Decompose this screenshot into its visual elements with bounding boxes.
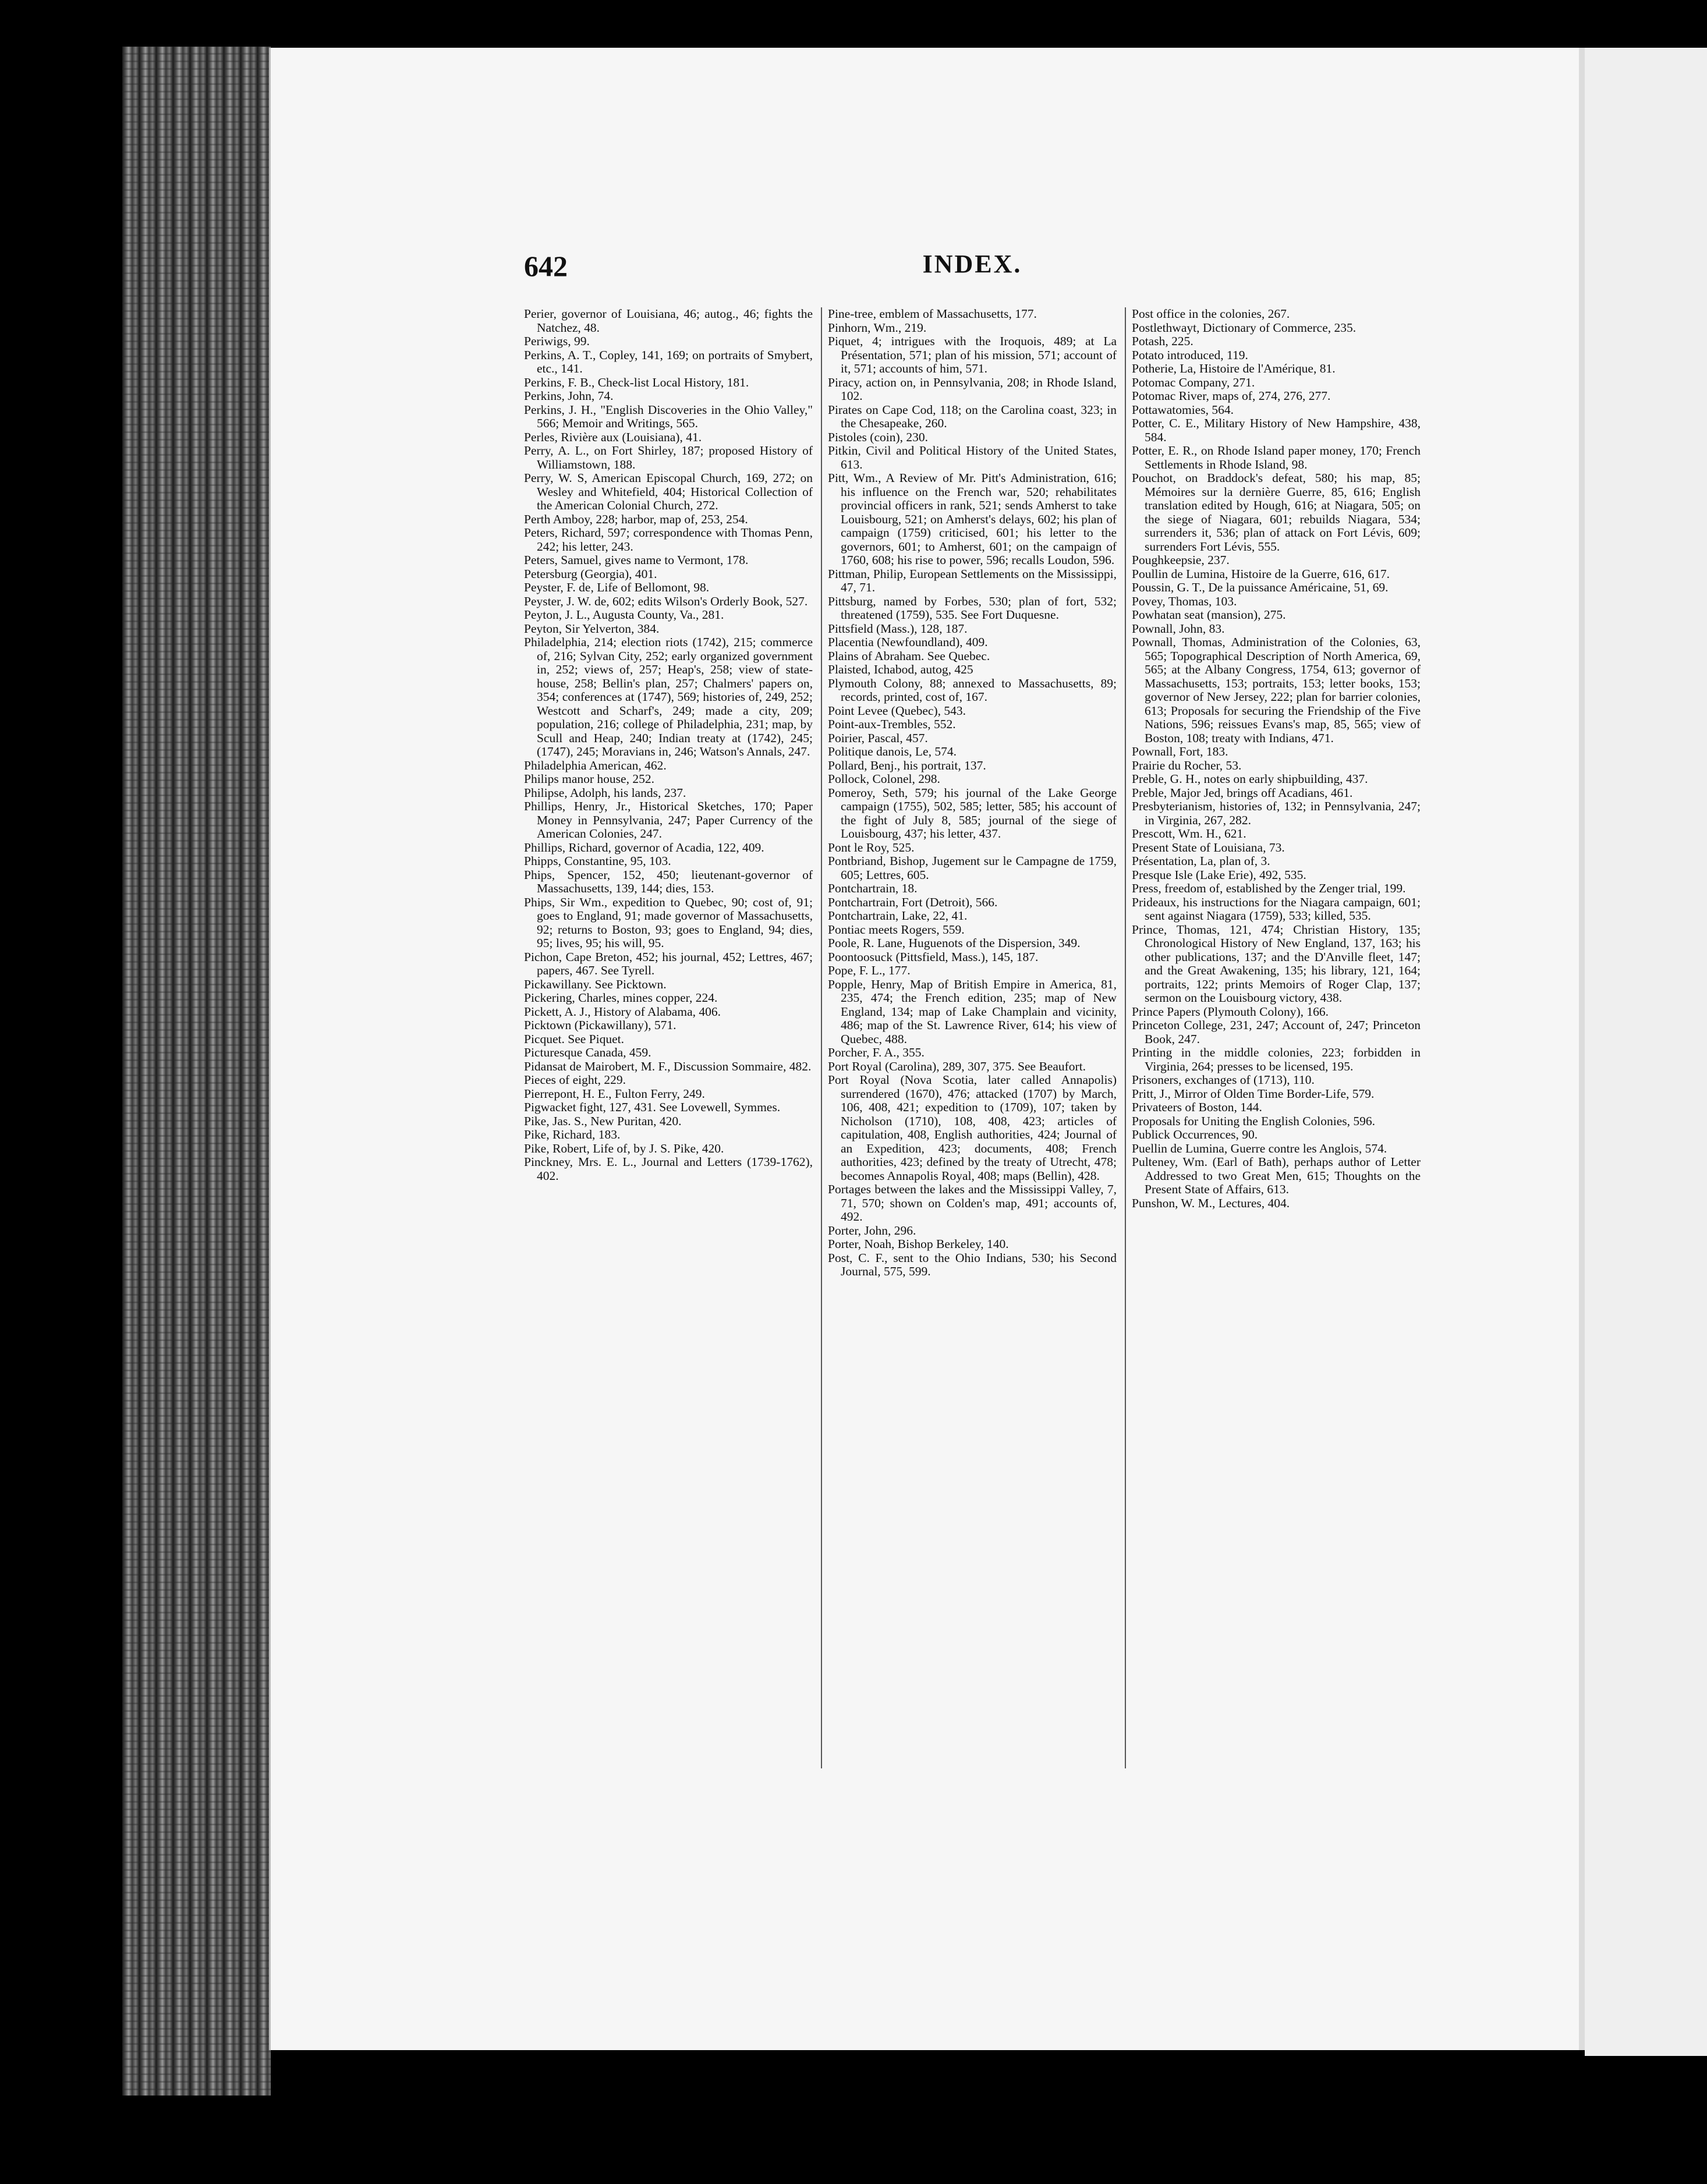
index-entry: Prideaux, his instructions for the Niagara campaign, 601; sent against Niagara (1759), 533; killed, 535. (1132, 895, 1421, 923)
index-entry: Phillips, Richard, governor of Acadia, 122, 409. (524, 840, 764, 855)
index-entry: Pitt, Wm., A Review of Mr. Pitt's Administration, 616; his influence on the French war, 520; rehabilitates provincial officers in rank, 521; sends Amherst to take Louisbourg, 521; on Amherst's delays, 602; his plan of campaign (1759) criticised, 601; his letter to the governors, 601; to Amherst, 601; on the campaign of 1760, 608; his rise to power, 596; recalls Loudon, 596. (828, 471, 1117, 567)
index-entry: Publick Occurrences, 90. (1132, 1128, 1258, 1141)
index-column-2 (821, 307, 1117, 1768)
index-entry: Picquet. See Piquet. (524, 1031, 624, 1046)
index-entry: Powhatan seat (mansion), 275. (1132, 608, 1286, 622)
index-column-1 (524, 307, 813, 1768)
index-entry: Poole, R. Lane, Huguenots of the Dispersion, 349. (828, 936, 1081, 950)
index-entry: Potter, C. E., Military History of New Hampshire, 438, 584. (1132, 416, 1421, 444)
index-entry: Perkins, John, 74. (524, 389, 614, 403)
index-entry: Pritt, J., Mirror of Olden Time Border-Life, 579. (1132, 1086, 1375, 1101)
index-entry: Pike, Robert, Life of, by J. S. Pike, 420. (524, 1141, 724, 1155)
index-entry: Perier, governor of Louisiana, 46; autog., 46; fights the Natchez, 48. (524, 307, 813, 335)
index-entry: Perkins, A. T., Copley, 141, 169; on portraits of Smybert, etc., 141. (524, 348, 813, 375)
index-entry: Potomac River, maps of, 274, 276, 277. (1132, 389, 1331, 403)
index-entry: Post, C. F., sent to the Ohio Indians, 530; his Second Journal, 575, 599. (828, 1250, 1117, 1278)
index-entry: Porcher, F. A., 355. (828, 1045, 925, 1059)
index-entry: Phips, Sir Wm., expedition to Quebec, 90; cost of, 91; goes to England, 91; made governor of Massachusetts, 92; returns to Boston, 93; goes to England, 94; dies, 95; lives, 95; his will, 95. (524, 895, 813, 950)
index-entry: Peyster, J. W. de, 602; edits Wilson's Orderly Book, 527. (524, 594, 808, 608)
index-entry: Periwigs, 99. (524, 334, 590, 348)
index-entry: Prescott, Wm. H., 621. (1132, 827, 1246, 841)
index-entry: Pinhorn, Wm., 219. (828, 320, 927, 335)
index-entry: Pontiac meets Rogers, 559. (828, 922, 965, 937)
index-entry: Pouchot, on Braddock's defeat, 580; his map, 85; Mémoires sur la dernière Guerre, 85, 616; English translation edited by Hough, 616; at Niagara, 505; on the siege of Niagara, 601; rebuilds Niagara, 534; surrenders it, 536; plan of attack on Fort Lévis, 609; surrenders Fort Lévis, 555. (1132, 471, 1421, 554)
index-entry: Poirier, Pascal, 457. (828, 731, 928, 745)
index-entry: Pittman, Philip, European Settlements on the Mississippi, 47, 71. (828, 566, 1117, 594)
index-entry: Perry, A. L., on Fort Shirley, 187; proposed History of Williamstown, 188. (524, 444, 813, 471)
index-entry: Proposals for Uniting the English Colonies, 596. (1132, 1114, 1376, 1128)
index-entry: Porter, John, 296. (828, 1223, 916, 1238)
index-entry: Potomac Company, 271. (1132, 375, 1255, 389)
index-entry: Pitkin, Civil and Political History of the United States, 613. (828, 444, 1117, 471)
index-entry: Pierrepont, H. E., Fulton Ferry, 249. (524, 1086, 705, 1101)
index-entry: Point Levee (Quebec), 543. (828, 703, 966, 718)
index-entry: Pollock, Colonel, 298. (828, 772, 940, 786)
book-spine-edge (122, 47, 271, 2096)
index-entry: Peyster, F. de, Life of Bellomont, 98. (524, 580, 710, 594)
index-entry: Press, freedom of, established by the Zenger trial, 199. (1132, 881, 1406, 895)
index-entry: Presque Isle (Lake Erie), 492, 535. (1132, 867, 1306, 882)
index-entry: Povey, Thomas, 103. (1132, 594, 1237, 608)
index-entry: Plymouth Colony, 88; annexed to Massachusetts, 89; records, printed, cost of, 167. (828, 676, 1117, 704)
index-entry: Pine-tree, emblem of Massachusetts, 177. (828, 307, 1037, 321)
index-entry: Pike, Jas. S., New Puritan, 420. (524, 1114, 682, 1128)
index-entry: Peyton, Sir Yelverton, 384. (524, 621, 660, 636)
index-entry: Peters, Richard, 597; correspondence with Thomas Penn, 242; his letter, 243. (524, 526, 813, 554)
index-entry: Phips, Spencer, 152, 450; lieutenant-governor of Massachusetts, 139, 144; dies, 153. (524, 867, 813, 895)
index-entry: Preble, Major Jed, brings off Acadians, 461. (1132, 785, 1353, 800)
index-entry: Pickett, A. J., History of Alabama, 406. (524, 1004, 721, 1019)
index-entry: Pickawillany. See Picktown. (524, 977, 667, 991)
index-entry: Printing in the middle colonies, 223; forbidden in Virginia, 264; presses to be licensed, 195. (1132, 1045, 1421, 1073)
index-entry: Pistoles (coin), 230. (828, 430, 928, 444)
index-entry: Pigwacket fight, 127, 431. See Lovewell, Symmes. (524, 1100, 781, 1114)
index-entry: Prairie du Rocher, 53. (1132, 758, 1242, 772)
index-entry: Pope, F. L., 177. (828, 963, 911, 977)
index-column-3 (1125, 307, 1421, 1768)
index-entry: Pownall, Thomas, Administration of the Colonies, 63, 565; Topographical Description of North America, 69, 565; at the Albany Congress, 1754, 613; governor of Massachusetts, 153; portraits, 153; letter books, 153; governor of New Jersey, 222; plan for barrier colonies, 613; Proposals for securing the Friendship of the Five Nations, 596; reissues Evans's map, 85, 565; view of Boston, 108; treaty with Indians, 471. (1132, 635, 1421, 745)
index-entry: Privateers of Boston, 144. (1132, 1100, 1262, 1114)
index-entry: Puellin de Lumina, Guerre contre les Anglois, 574. (1132, 1141, 1387, 1155)
index-entry: Pontchartrain, Fort (Detroit), 566. (828, 895, 998, 909)
index-entry: Philips manor house, 252. (524, 772, 654, 786)
index-entry: Picturesque Canada, 459. (524, 1045, 651, 1059)
index-entry: Politique danois, Le, 574. (828, 744, 957, 758)
index-entry: Piquet, 4; intrigues with the Iroquois, 489; at La Présentation, 571; plan of his mission, 571; account of it, 571; accounts of him, 571. (828, 334, 1117, 375)
index-entry: Port Royal (Carolina), 289, 307, 375. See Beaufort. (828, 1059, 1086, 1073)
index-entry: Philipse, Adolph, his lands, 237. (524, 785, 686, 800)
index-entry: Pieces of eight, 229. (524, 1073, 626, 1087)
index-entry: Philadelphia American, 462. (524, 758, 667, 772)
index-entry: Placentia (Newfoundland), 409. (828, 635, 988, 649)
index-entry: Pickering, Charles, mines copper, 224. (524, 991, 718, 1005)
index-entry: Pownall, Fort, 183. (1132, 744, 1228, 758)
index-entry: Prince, Thomas, 121, 474; Christian History, 135; Chronological History of New England, 137, 163; his other publications, 137; and the D'Anville fleet, 147; and the Great Awakening, 135; his library, 121, 164; portraits, 122; prints Memoirs of Roger Clap, 137; sermon on the Louisbourg victory, 438. (1132, 922, 1421, 1005)
index-entry: Point-aux-Trembles, 552. (828, 717, 956, 731)
index-entry: Potherie, La, Histoire de l'Amérique, 81. (1132, 361, 1336, 375)
index-entry: Pike, Richard, 183. (524, 1128, 621, 1141)
index-entry: Présentation, La, plan of, 3. (1132, 854, 1270, 868)
index-entry: Perles, Rivière aux (Louisiana), 41. (524, 430, 702, 444)
index-entry: Phillips, Henry, Jr., Historical Sketches, 170; Paper Money in Pennsylvania, 247; Paper Currency of the American Colonies, 247. (524, 799, 813, 841)
index-entry: Perkins, J. H., "English Discoveries in the Ohio Valley," 566; Memoir and Writings, 565. (524, 402, 813, 430)
index-entry: Pittsburg, named by Forbes, 530; plan of fort, 532; threatened (1759), 535. See Fort Duquesne. (828, 594, 1117, 622)
index-entry: Prince Papers (Plymouth Colony), 166. (1132, 1004, 1329, 1019)
index-columns (524, 307, 1421, 1768)
index-entry: Perkins, F. B., Check-list Local History, 181. (524, 375, 749, 389)
index-entry: Post office in the colonies, 267. (1132, 307, 1290, 321)
index-entry: Phipps, Constantine, 95, 103. (524, 854, 671, 868)
index-entry: Plains of Abraham. See Quebec. (828, 648, 990, 663)
index-entry: Potter, E. R., on Rhode Island paper money, 170; French Settlements in Rhode Island, 98. (1132, 444, 1421, 471)
index-entry: Pottawatomies, 564. (1132, 402, 1234, 417)
index-entry: Pittsfield (Mass.), 128, 187. (828, 621, 968, 636)
index-entry: Pownall, John, 83. (1132, 621, 1225, 636)
index-entry: Petersburg (Georgia), 401. (524, 566, 657, 581)
index-entry: Pirates on Cape Cod, 118; on the Carolina coast, 323; in the Chesapeake, 260. (828, 402, 1117, 430)
index-entry: Poullin de Lumina, Histoire de la Guerre, 616, 617. (1132, 566, 1390, 581)
index-entry: Poontoosuck (Pittsfield, Mass.), 145, 187. (828, 949, 1039, 964)
index-entry: Princeton College, 231, 247; Account of, 247; Princeton Book, 247. (1132, 1018, 1421, 1046)
index-entry: Peyton, J. L., Augusta County, Va., 281. (524, 608, 724, 622)
facing-page-edge (1585, 48, 1707, 2056)
index-entry: Perth Amboy, 228; harbor, map of, 253, 254. (524, 512, 748, 526)
index-entry: Pontbriand, Bishop, Jugement sur le Campagne de 1759, 605; Lettres, 605. (828, 854, 1117, 882)
index-entry: Piracy, action on, in Pennsylvania, 208; in Rhode Island, 102. (828, 375, 1117, 403)
index-entry: Potato introduced, 119. (1132, 348, 1248, 362)
index-entry: Pontchartrain, 18. (828, 881, 918, 895)
index-entry: Porter, Noah, Bishop Berkeley, 140. (828, 1237, 1009, 1251)
index-entry: Pollard, Benj., his portrait, 137. (828, 758, 986, 772)
index-entry: Portages between the lakes and the Mississippi Valley, 7, 71, 570; shown on Colden's map, 491; accounts of, 492. (828, 1182, 1117, 1224)
index-entry: Potash, 225. (1132, 334, 1194, 348)
index-entry: Plaisted, Ichabod, autog, 425 (828, 662, 973, 676)
index-entry: Pidansat de Mairobert, M. F., Discussion Sommaire, 482. (524, 1059, 812, 1073)
index-entry: Punshon, W. M., Lectures, 404. (1132, 1196, 1290, 1210)
index-entry: Poughkeepsie, 237. (1132, 553, 1230, 567)
index-entry: Pulteney, Wm. (Earl of Bath), perhaps author of Letter Addressed to two Great Men, 615; Thoughts on the Present State of Affairs, 613. (1132, 1155, 1421, 1196)
index-entry: Pontchartrain, Lake, 22, 41. (828, 909, 968, 923)
page-number: 642 (524, 250, 568, 282)
index-entry: Pomeroy, Seth, 579; his journal of the Lake George campaign (1755), 502, 585; letter, 585; his account of the fight of July 8, 585; journal of the siege of Louisbourg, 437; his letter, 437. (828, 785, 1117, 841)
index-entry: Pichon, Cape Breton, 452; his journal, 452; Lettres, 467; papers, 467. See Tyrell. (524, 949, 813, 977)
index-entry: Presbyterianism, histories of, 132; in Pennsylvania, 247; in Virginia, 267, 282. (1132, 799, 1421, 827)
page-header (524, 249, 1421, 296)
index-entry: Peters, Samuel, gives name to Vermont, 178. (524, 553, 749, 567)
index-entry: Present State of Louisiana, 73. (1132, 840, 1285, 855)
index-entry: Picktown (Pickawillany), 571. (524, 1018, 677, 1032)
index-entry: Poussin, G. T., De la puissance Américaine, 51, 69. (1132, 580, 1389, 594)
index-entry: Prisoners, exchanges of (1713), 110. (1132, 1073, 1315, 1087)
index-entry: Philadelphia, 214; election riots (1742), 215; commerce of, 216; Sylvan City, 252; early organized government in, 252; views of, 257; Heap's, 258; view of state-house, 258; Bellin's plan, 257; Chalmers' papers on, 354; conferences at (1747), 569; histories of, 249, 252; Westcott and Scharf's, 249; made a city, 209; population, 216; college of Philadelphia, 231; map, by Scull and Heap, 240; Indian treaty at (1742), 245; (1747), 245; Moravians in, 246; Watson's Annals, 247. (524, 635, 813, 758)
index-entry: Pont le Roy, 525. (828, 840, 915, 855)
index-entry: Popple, Henry, Map of British Empire in America, 81, 235, 474; the French edition, 235; map of New England, 134; map of Lake Champlain and vicinity, 486; map of the St. Lawrence River, 614; his view of Quebec, 488. (828, 977, 1117, 1046)
index-entry: Pinckney, Mrs. E. L., Journal and Letters (1739-1762), 402. (524, 1155, 813, 1183)
index-entry: Postlethwayt, Dictionary of Commerce, 235. (1132, 320, 1357, 335)
page-title: INDEX. (922, 250, 1022, 278)
index-entry: Port Royal (Nova Scotia, later called Annapolis) surrendered (1670), 476; attacked (1707) by March, 106, 408, 421; expedition to (1709), 107; taken by Nicholson (1710), 108, 408, 423; articles of capitulation, 408, English authorities, 424; Journal of an Expedition, 423; documents, 408; French authorities, 423; defined by the treaty of Utrecht, 478; becomes Annapolis Royal, 408; maps (Bellin), 428. (828, 1073, 1117, 1183)
page-gutter-edge (1579, 48, 1585, 2050)
index-entry: Perry, W. S, American Episcopal Church, 169, 272; on Wesley and Whitefield, 404; Historical Collection of the American Colonial Church, 272. (524, 471, 813, 512)
index-entry: Preble, G. H., notes on early shipbuilding, 437. (1132, 772, 1368, 786)
